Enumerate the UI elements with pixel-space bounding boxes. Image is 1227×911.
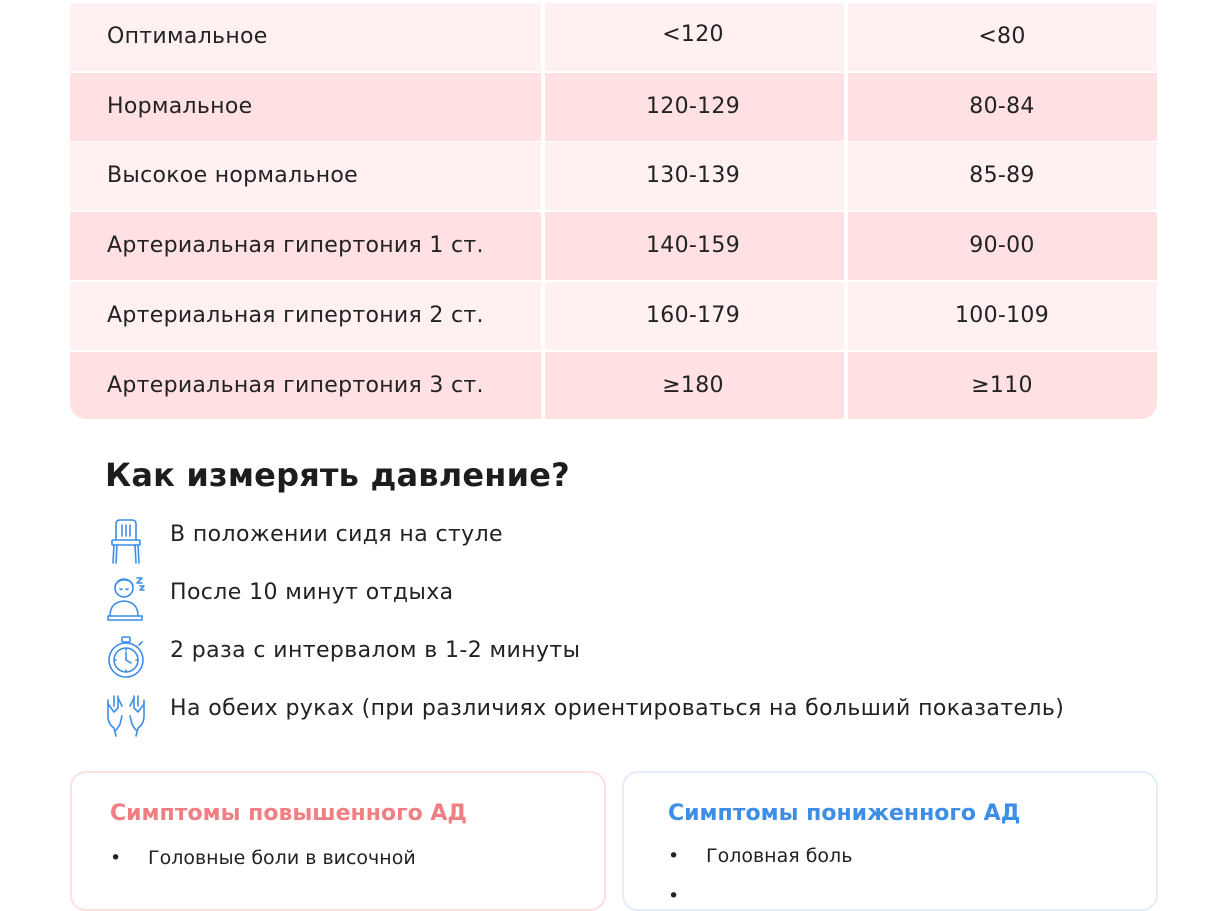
card-title: Симптомы пониженного АД	[668, 801, 1021, 826]
systolic-cell: 130-139	[645, 163, 741, 188]
list-item	[104, 686, 1204, 738]
bp-classification-table	[70, 0, 1157, 419]
table-row	[70, 142, 1157, 210]
category-cell: Нормальное	[107, 94, 253, 119]
category-cell: Оптимальное	[107, 24, 268, 49]
symptom-text: Головные боли в височной	[148, 847, 416, 869]
section-title: Как измерять давление?	[105, 456, 570, 494]
high-bp-symptoms-card	[70, 771, 606, 911]
list-item	[104, 570, 1204, 622]
list-item	[668, 885, 706, 907]
systolic-cell: 120-129	[645, 94, 741, 119]
bullet: •	[668, 885, 680, 907]
step-text: 2 раза с интервалом в 1-2 минуты	[170, 638, 581, 663]
hands-icon	[104, 690, 148, 738]
step-text: После 10 минут отдыха	[170, 580, 454, 605]
bullet: •	[668, 845, 680, 867]
table-row	[70, 73, 1157, 141]
systolic-cell: 160-179	[645, 303, 741, 328]
card-title: Симптомы повышенного АД	[110, 801, 467, 826]
diastolic-cell: 85-89	[969, 163, 1035, 188]
diastolic-cell: 80-84	[969, 94, 1035, 119]
diastolic-cell: <80	[978, 24, 1026, 49]
category-cell: Артериальная гипертония 1 ст.	[107, 233, 484, 258]
table-row	[70, 3, 1157, 71]
resting-person-icon	[104, 574, 148, 622]
step-text: В положении сидя на стуле	[170, 522, 503, 547]
list-item	[104, 628, 1204, 680]
bullet: •	[110, 847, 122, 869]
diastolic-cell: 100-109	[954, 303, 1050, 328]
systolic-cell: 140-159	[645, 233, 741, 258]
stopwatch-icon	[104, 632, 148, 680]
table-row	[70, 352, 1157, 419]
symptom-text: Головная боль	[706, 845, 853, 867]
category-cell: Артериальная гипертония 2 ст.	[107, 303, 484, 328]
category-cell: Высокое нормальное	[107, 163, 358, 188]
systolic-cell: ≥180	[662, 373, 724, 398]
diastolic-cell: ≥110	[971, 373, 1033, 398]
step-text: На обеих руках (при различиях ориентироваться на больший показатель)	[170, 696, 1065, 721]
low-bp-symptoms-card	[622, 771, 1158, 911]
category-cell: Артериальная гипертония 3 ст.	[107, 373, 484, 398]
table-row	[70, 282, 1157, 350]
systolic-cell: <120	[662, 22, 724, 47]
chair-icon	[104, 516, 148, 564]
list-item	[110, 847, 416, 869]
list-item	[104, 512, 1204, 564]
column-divider	[541, 0, 545, 419]
column-divider	[844, 0, 848, 419]
diastolic-cell: 90-00	[969, 233, 1035, 258]
table-row	[70, 212, 1157, 280]
list-item	[668, 845, 852, 867]
